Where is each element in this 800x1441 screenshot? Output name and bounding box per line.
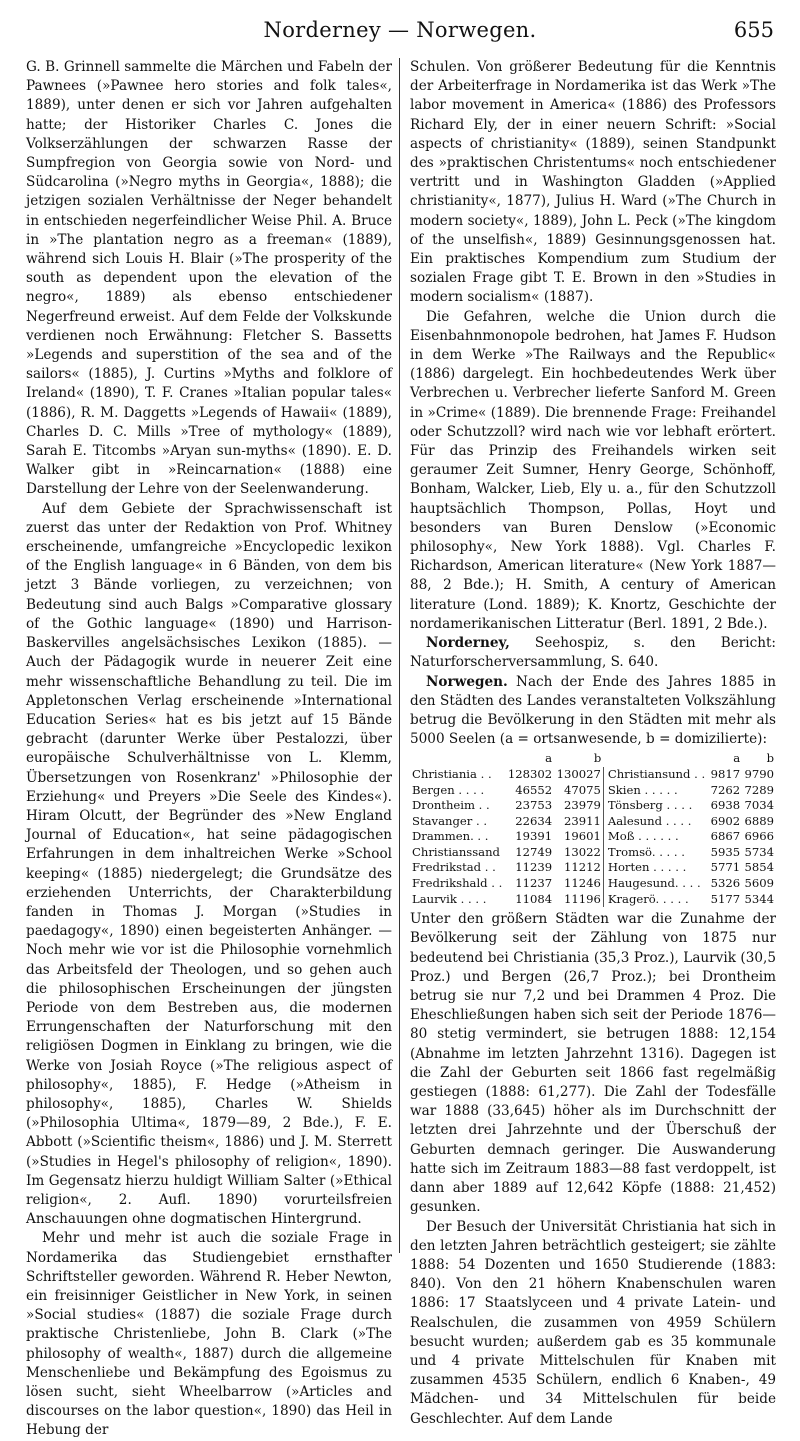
table-row <box>410 783 776 799</box>
population-cell: 9790 <box>744 766 774 781</box>
city-name-cell: Horten . . . . . <box>603 860 708 876</box>
entry-norwegen <box>410 673 776 750</box>
population-cell: 13022 <box>563 844 601 859</box>
headword-norderney: Norderney, <box>426 635 510 652</box>
population-cell: 5734 <box>744 844 774 859</box>
paragraph-university-schools: Der Besuch der Universität Christiania hat sich in den letzten Jahren beträchtlich gesteigert; sie zählte 1888: 54 Dozenten und 1650 Studierende (1883: 840). Von den 21 höhern Knabenschulen waren 1886: 17 Staatslyceen und 4 private Latein- und Realschulen, die zusammen von 4959 Schülern besucht wurden; außerdem gab es 35 kommunale und 4 private Mittelschulen für Knaben mit zusammen 4535 Schülern, endlich 6 Knaben-, 49 Mädchen- und 34 Mittelschulen für beide Geschlechter. Auf dem Lande <box>410 1218 776 1427</box>
population-cell: 9817 <box>710 766 741 781</box>
headword-norwegen: Norwegen. <box>426 673 508 690</box>
population-cell: 11246 <box>563 876 601 891</box>
city-name-cell: Tönsberg . . . . <box>603 798 708 814</box>
city-name-cell: Tromsö. . . . . <box>603 845 708 861</box>
table-row <box>410 814 776 830</box>
population-cell: 11212 <box>563 860 601 875</box>
page-number: 655 <box>733 18 774 42</box>
table-header: a <box>733 751 741 766</box>
city-name-cell: Drontheim . . <box>412 798 490 813</box>
city-name-cell: Drammen. . . <box>412 829 489 844</box>
population-cell: 6867 <box>710 829 741 844</box>
paragraph-social-question: Mehr und mehr ist auch die soziale Frage in Nordamerika das Studiengebiet ernsthafter Schriftsteller geworden. Während R. Heber Newton, ein freisinniger Geistlicher in New York, in seinen »Social studies« (1887) die soziale Frage durch praktische Christenliebe, John B. Clark (»The philosophy of wealth«, 1887) durch die allgemeine Menschenliebe und Bekämpfung des Egoismus zu lösen sucht, sieht Wheelbarrow (»Articles and discourses on the labor question«, 1890) das Heil in Hebung der <box>26 1230 392 1439</box>
right-column <box>410 58 776 1427</box>
population-cell: 7262 <box>710 782 741 797</box>
paragraph-railways-trade: Die Gefahren, welche die Union durch die Eisenbahnmonopole bedrohen, hat James F. Hudson in dem Werke »The Railways and the Republic« (1886) dargelegt. Ein hochbedeutendes Werk über Verbrechen u. Verbrecher lieferte Sanford M. Green in »Crime« (1889). Die brennende Frage: Freihandel oder Schutzzoll? wird nach wie vor lebhaft erörtert. Für das Prinzip des Freihandels wirken seit geraumer Zeit Sumner, Henry George, Schönhoff, Bonham, Walcker, Lieb, Ely u. a., für den Schutzzoll hauptsächlich Thompson, Pollas, Hoyt und besonders van Buren Denslow (»Economic philosophy«, New York 1888). Vgl. Charles F. Richardson, American literature« (New York 1887—88, 2 Bde.); H. Smith, A century of American literature (Lond. 1889); K. Knortz, Geschichte der nordamerikanischen Litteratur (Berl. 1891, 2 Bde.). <box>410 308 776 632</box>
population-cell: 5344 <box>744 891 774 906</box>
table-header: b <box>766 751 774 766</box>
table-header: a <box>545 751 553 766</box>
column-divider <box>399 58 400 1253</box>
population-cell: 11196 <box>563 891 601 906</box>
population-cell: 19601 <box>563 829 601 844</box>
entry-norwegen-text: Nach der Ende des Jahres 1885 in den Städten des Landes veranstalteten Volkszählung betrug die Bevölkerung in den Städten mit mehr als 5000 Seelen (a = ortsanwesende, b = domizilierte): <box>410 673 776 748</box>
city-name-cell: Fredrikstad . . <box>412 860 496 875</box>
entry-norderney <box>410 634 776 672</box>
population-cell: 5177 <box>710 891 741 906</box>
city-name-cell: Fredrikshald . . <box>412 876 503 891</box>
entry-norderney-text: Seehospiz, s. den Bericht: Naturforscherversammlung, S. 640. <box>410 635 776 671</box>
population-cell: 6966 <box>744 829 774 844</box>
city-name-cell: Aalesund . . . . <box>603 814 708 830</box>
population-cell: 5935 <box>710 844 741 859</box>
header-title: Norderney — Norwegen. <box>263 18 537 42</box>
table-row <box>410 876 776 892</box>
population-table-body <box>410 767 776 907</box>
paragraph-labor-movement: Schulen. Von größerer Bedeutung für die Kenntnis der Arbeiterfrage in Nordamerika ist das Werk »The labor movement in America« (1886) des Professors Richard Ely, der in einer neuern Schrift: »Social aspects of christianity« (1889), seinen Standpunkt des »praktischen Christentums« noch entschiedener vertritt und in Washington Gladden (»Applied christianity«, 1877), Julius H. Ward (»The Church in modern society«, 1889), John L. Peck (»The kingdom of the unselfish«, 1889) Gesinnungsgenossen hat. Ein praktisches Kompendium zum Studium der sozialen Frage gibt T. E. Brown in den »Studies in modern socialism« (1887). <box>410 59 776 306</box>
population-cell: 6938 <box>710 798 741 813</box>
table-header-row <box>410 751 776 767</box>
city-name-cell: Moß . . . . . . <box>603 829 708 845</box>
population-cell: 12749 <box>515 844 553 859</box>
population-cell: 22634 <box>515 813 553 828</box>
table-row <box>410 892 776 908</box>
paragraph-folklore: G. B. Grinnell sammelte die Märchen und Fabeln der Pawnees (»Pawnee hero stories and folk tales«, 1889), unter denen er sich vor Jahren aufgehalten hatte; der Historiker Charles C. Jones die Volkserzählungen der schwarzen Rasse der Sumpfregion von Georgia sowie von Nord- und Südcarolina (»Negro myths in Georgia«, 1888); die jetzigen sozialen Verhältnisse der Neger behandelt in entschieden negerfeindlicher Weise Phil. A. Bruce in »The plantation negro as a freeman« (1889), während sich Louis H. Blair (»The prosperity of the south as dependent upon the elevation of the negro«, 1889) als ebenso entschiedener Negerfreund erweist. Auf dem Felde der Volkskunde verdienen noch Erwähnung: Fletcher S. Bassetts »Legends and superstition of the sea and of the sailors« (1885), J. Curtins »Myths and folklore of Ireland« (1890), T. F. Cranes »Italian popular tales« (1886), R. M. Daggetts »Legends of Hawaii« (1889), Charles D. C. Mills »Tree of mythology« (1889), Sarah E. Titcombs »Aryan sun-myths« (1890). E. D. Walker gibt in »Reincarnation« (1888) eine Darstellung der Lehre von der Seelenwanderung. <box>26 59 392 498</box>
paragraph-population-trends: Unter den größern Städten war die Zunahme der Bevölkerung seit der Zählung von 1875 nur bedeutend bei Christiania (35,3 Proz.), Laurvik (30,5 Proz.) und Bergen (26,7 Proz.); bei Drontheim betrug sie nur 7,2 und bei Drammen 4 Proz. Die Eheschließungen haben sich seit der Periode 1876—80 stetig vermindert, sie betrugen 1888: 12,154 (Abnahme im letzten Jahrzehnt 1316). Dagegen ist die Zahl der Geburten seit 1866 fast regelmäßig gestiegen (1888: 61,277). Die Zahl der Todesfälle war 1888 (33,645) höher als im Durchschnitt der letzten drei Jahrzehnte und der Überschuß der Geburten demnach geringer. Die Auswanderung hatte sich im Zeitraum 1883—88 fast verdoppelt, ist dann aber 1889 auf 12,642 Köpfe (1888: 21,452) gesunken. <box>410 911 776 1216</box>
population-table <box>410 751 776 907</box>
city-name-cell: Bergen . . . . <box>412 782 485 797</box>
population-cell: 6889 <box>744 813 774 828</box>
population-cell: 19391 <box>515 829 553 844</box>
population-cell: 23753 <box>515 798 553 813</box>
table-header <box>603 751 708 767</box>
population-cell: 46552 <box>515 782 553 797</box>
table-row <box>410 845 776 861</box>
table-row <box>410 829 776 845</box>
table-header: b <box>593 751 602 766</box>
population-cell: 6902 <box>710 813 741 828</box>
population-cell: 5771 <box>710 860 741 875</box>
population-cell: 23979 <box>563 798 601 813</box>
population-cell: 5854 <box>744 860 774 875</box>
population-cell: 47075 <box>563 782 601 797</box>
population-cell: 128302 <box>507 766 553 781</box>
city-name-cell: Haugesund. . . . <box>603 876 708 892</box>
table-row <box>410 860 776 876</box>
table-row <box>410 767 776 783</box>
city-name-cell: Christianssand <box>412 844 500 859</box>
population-cell: 5326 <box>710 876 741 891</box>
city-name-cell: Stavanger . . <box>412 813 488 828</box>
population-cell: 130027 <box>556 766 601 781</box>
left-column <box>26 58 392 1439</box>
population-cell: 11084 <box>515 891 553 906</box>
population-cell: 7289 <box>744 782 774 797</box>
population-cell: 7034 <box>744 798 774 813</box>
population-cell: 23911 <box>563 813 601 828</box>
table-row <box>410 798 776 814</box>
population-cell: 11237 <box>515 876 553 891</box>
population-cell: 11239 <box>515 860 553 875</box>
table-header <box>410 751 505 767</box>
city-name-cell: Christiansund . . <box>603 767 708 783</box>
city-name-cell: Laurvik . . . . <box>412 891 487 906</box>
city-name-cell: Skien . . . . . <box>603 783 708 799</box>
city-name-cell: Christiania . . <box>412 766 492 781</box>
running-header <box>0 18 800 48</box>
paragraph-linguistics-pedagogy-philosophy: Auf dem Gebiete der Sprachwissenschaft ist zuerst das unter der Redaktion von Prof. Whitney erscheinende, umfangreiche »Encyclopedic lexikon of the English language« in 6 Bänden, von dem bis jetzt 3 Bände vorliegen, zu verzeichnen; von Bedeutung sind auch Balgs »Comparative glossary of the Gothic language« (1890) und Harrison-Baskervilles angelsächsisches Lexikon (1885). — Auch der Pädagogik wurde in neuerer Zeit eine mehr wissenschaftliche Behandlung zu teil. Die im Appletonschen Verlag erscheinende »International Education Series« hat es bis jetzt auf 15 Bände gebracht (darunter Werke über Pestalozzi, über europäische Schulverhältnisse von L. Klemm, Übersetzungen von Rosenkranz' »Philosophie der Erziehung« und Preyers »Die Seele des Kindes«). Hiram Olcutt, der Begründer des »New England Journal of Education«, hat seine pädagogischen Erfahrungen in dem inhaltreichen Werke »School keeping« (1885) niedergelegt; die Grundsätze des erziehenden Unterrichts, der Charakterbildung fanden in Thomas J. Morgan (»Studies in paedagogy«, 1890) einen begeisterten Anhänger. — Noch mehr wie vor ist die Philosophie vornehmlich das Arbeitsfeld der Theologen, und so gehen auch die philosophischen Erscheinungen der jüngsten Periode von dem Bestreben aus, die modernen Errungenschaften der Naturforschung mit den religiösen Dogmen in Einklang zu bringen, wie die Werke von Josiah Royce (»The religious aspect of philosophy«, 1885), F. Hedge (»Atheism in philosophy«, 1885), Charles W. Shields (»Philosophia Ultima«, 1879—89, 2 Bde.), F. E. Abbott (»Scientific theism«, 1886) und J. M. Sterrett (»Studies in Hegel's philosophy of religion«, 1890). Im Gegensatz hierzu huldigt William Salter (»Ethical religion«, 2. Aufl. 1890) vorurteilsfreien Anschauungen ohne dogmatischen Hintergrund. <box>26 500 392 1228</box>
city-name-cell: Kragerö. . . . . <box>603 892 708 908</box>
population-cell: 5609 <box>744 876 774 891</box>
